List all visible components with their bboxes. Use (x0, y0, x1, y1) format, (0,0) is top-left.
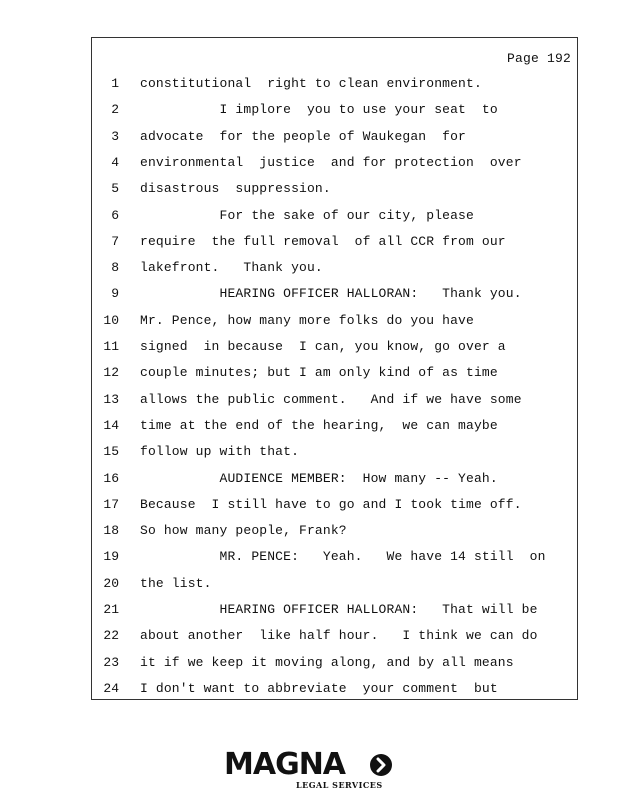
transcript-line (92, 390, 577, 410)
transcript-line (92, 521, 577, 541)
line-text: the list. (140, 575, 212, 591)
line-number: 24 (103, 680, 119, 696)
transcript-line (92, 469, 577, 489)
transcript-line (92, 74, 577, 94)
line-text: So how many people, Frank? (140, 523, 347, 539)
line-text: constitutional right to clean environment. (140, 76, 482, 91)
line-text: Mr. Pence, how many more folks do you have (140, 312, 474, 328)
line-text: AUDIENCE MEMBER: How many -- Yeah. (140, 470, 498, 486)
line-text: Because I still have to go and I took time off. (140, 496, 522, 512)
line-number: 1 (111, 76, 119, 91)
line-number: 23 (103, 654, 119, 670)
transcript-line (92, 100, 577, 120)
line-number: 9 (111, 286, 119, 302)
line-number: 8 (111, 260, 119, 276)
line-text: lakefront. Thank you. (140, 260, 323, 276)
transcript-page (91, 37, 578, 700)
line-text: couple minutes; but I am only kind of as time (140, 365, 498, 381)
line-number: 5 (111, 181, 119, 197)
transcript-line (92, 547, 577, 567)
line-number: 13 (103, 391, 119, 407)
line-number: 6 (111, 207, 119, 223)
logo-arrow-icon (370, 754, 392, 776)
line-text: about another like half hour. I think we can do (140, 628, 538, 644)
transcript-line (92, 653, 577, 673)
line-number: 11 (103, 339, 119, 354)
line-text: allows the public comment. And if we have some (140, 391, 522, 407)
line-number: 22 (103, 628, 119, 644)
line-text: I don't want to abbreviate your comment but (140, 680, 498, 696)
line-text: MR. PENCE: Yeah. We have 14 still on (140, 549, 546, 565)
transcript-line (92, 153, 577, 173)
transcript-line (92, 363, 577, 383)
chevron-right-icon (370, 754, 392, 776)
transcript-line (92, 127, 577, 147)
transcript-line (92, 626, 577, 646)
logo-wordmark: MAGNA (224, 747, 346, 782)
line-number: 19 (103, 549, 119, 565)
line-number: 18 (103, 523, 119, 539)
line-number: 12 (103, 365, 119, 381)
transcript-line (92, 679, 577, 699)
line-number: 4 (111, 154, 119, 170)
line-number: 7 (111, 233, 119, 249)
line-text: require the full removal of all CCR from our (140, 233, 506, 249)
magna-logo (224, 748, 396, 792)
line-text: follow up with that. (140, 444, 300, 460)
line-text: disastrous suppression. (140, 181, 331, 197)
transcript-line (92, 574, 577, 594)
transcript-line (92, 416, 577, 436)
page-number: Page 192 (506, 51, 571, 66)
transcript-line (92, 179, 577, 199)
transcript-lines (92, 38, 577, 699)
line-number: 20 (103, 575, 119, 591)
line-number: 14 (103, 417, 119, 433)
transcript-line (92, 311, 577, 331)
line-number: 17 (103, 496, 119, 512)
transcript-line (92, 206, 577, 226)
transcript-line (92, 258, 577, 278)
transcript-line (92, 442, 577, 462)
line-number: 3 (111, 128, 119, 144)
line-text: it if we keep it moving along, and by all means (140, 654, 514, 670)
transcript-line (92, 337, 577, 357)
transcript-line (92, 284, 577, 304)
line-number: 2 (111, 102, 119, 118)
line-number: 21 (103, 602, 119, 617)
line-text: advocate for the people of Waukegan for (140, 128, 467, 144)
line-number: 10 (103, 312, 119, 328)
line-text: HEARING OFFICER HALLORAN: Thank you. (140, 286, 522, 302)
line-text: time at the end of the hearing, we can maybe (140, 417, 498, 433)
logo-subtitle: LEGAL SERVICES (296, 780, 383, 790)
line-number: 16 (103, 470, 119, 486)
line-text: signed in because I can, you know, go over a (140, 339, 506, 354)
line-text: HEARING OFFICER HALLORAN: That will be (140, 602, 538, 617)
line-text: For the sake of our city, please (140, 207, 474, 223)
transcript-line (92, 232, 577, 252)
line-number: 15 (103, 444, 119, 460)
transcript-line (92, 495, 577, 515)
transcript-line (92, 600, 577, 620)
line-text: environmental justice and for protection over (140, 154, 522, 170)
line-text: I implore you to use your seat to (140, 102, 498, 118)
